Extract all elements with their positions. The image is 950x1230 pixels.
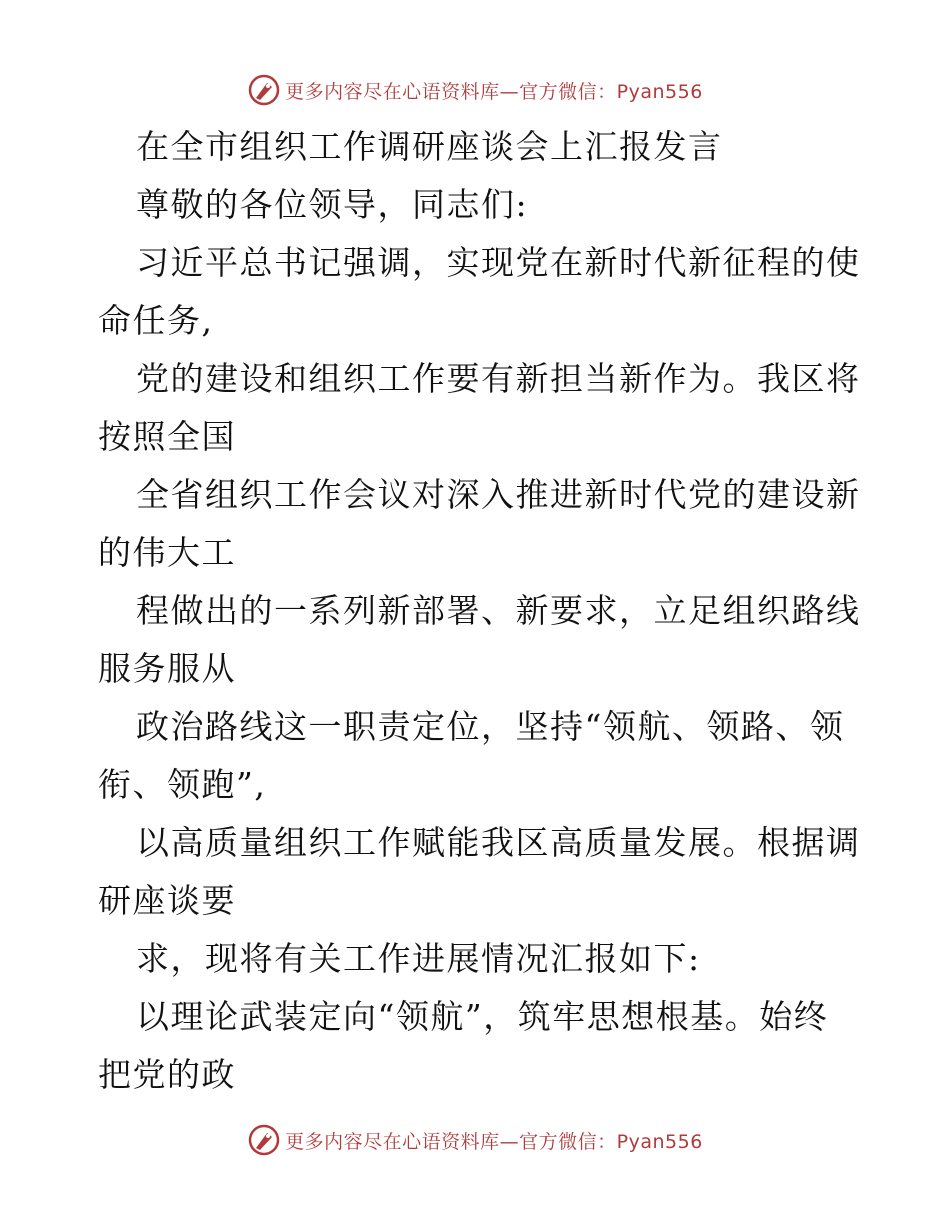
text-line: 以高质量组织工作赋能我区高质量发展。根据调	[136, 823, 861, 862]
document-body	[98, 118, 861, 1104]
watermark-text: 更多内容尽在心语资料库—官方微信：Pyan556	[285, 80, 703, 103]
text-line: 习近平总书记强调，实现党在新时代新征程的使	[136, 243, 861, 282]
watermark-header	[0, 70, 950, 110]
pen-nib-logo-icon	[247, 1123, 281, 1157]
text-line: 尊敬的各位领导，同志们:	[136, 185, 529, 224]
text-line: 衔、领跑”,	[98, 765, 267, 804]
text-line: 求，现将有关工作进展情况汇报如下:	[136, 939, 701, 978]
watermark-text: 更多内容尽在心语资料库—官方微信：Pyan556	[285, 1130, 703, 1153]
text-line: 的伟大工	[98, 533, 236, 572]
text-line: 党的建设和组织工作要有新担当新作为。我区将	[136, 359, 861, 398]
text-line: 全省组织工作会议对深入推进新时代党的建设新	[136, 475, 861, 514]
text-line: 在全市组织工作调研座谈会上汇报发言	[136, 127, 723, 166]
text-line: 命任务,	[98, 301, 214, 340]
text-line: 以理论武装定向“领航”，筑牢思想根基。始终	[136, 997, 829, 1036]
text-line: 研座谈要	[98, 881, 236, 920]
text-line: 程做出的一系列新部署、新要求，立足组织路线	[136, 591, 861, 630]
text-line: 政治路线这一职责定位，坚持“领航、领路、领	[136, 707, 845, 746]
pen-nib-logo-icon	[247, 73, 281, 107]
text-line: 服务服从	[98, 649, 236, 688]
watermark-footer	[0, 1120, 950, 1160]
text-line: 按照全国	[98, 417, 236, 456]
text-line: 把党的政	[98, 1055, 236, 1094]
